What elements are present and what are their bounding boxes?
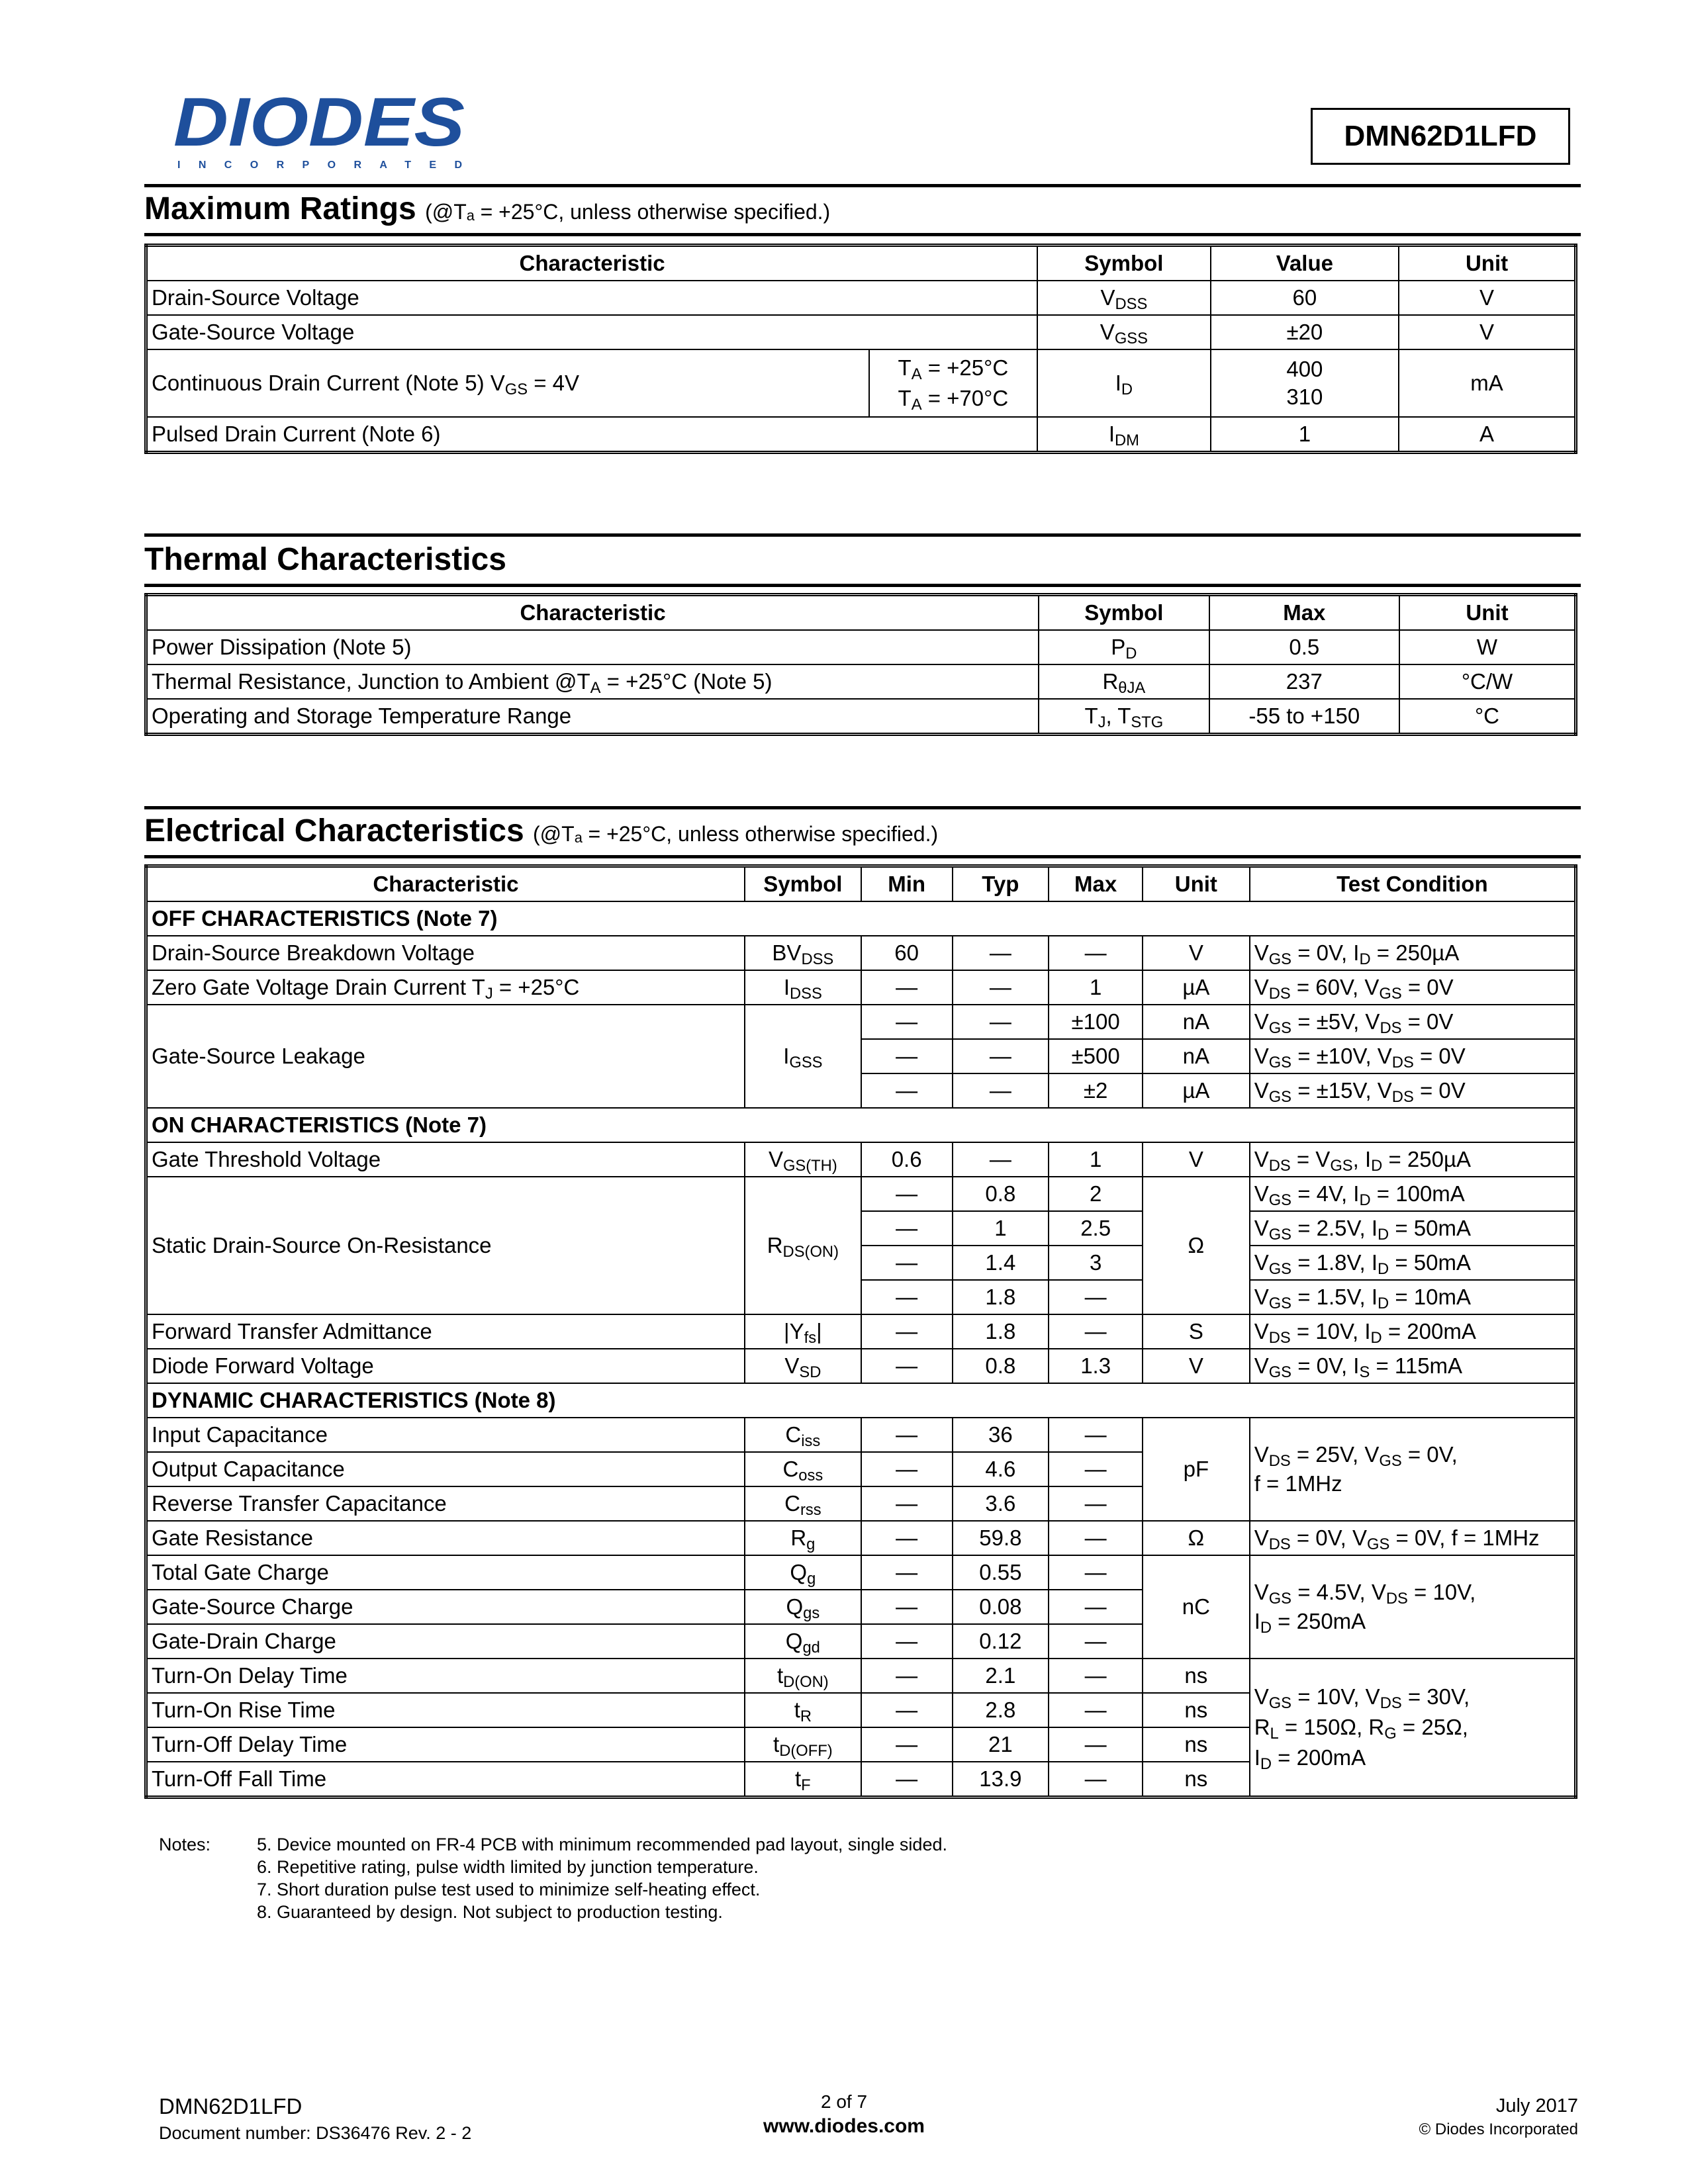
condition-cell: $T_A = +25^\circ C$ $T_A = +70^\circ C$	[869, 349, 1038, 417]
typ-cell: —	[953, 936, 1049, 970]
symbol-cell: $t_R$	[745, 1693, 861, 1727]
logo-subtext: INCORPORATED	[177, 159, 462, 171]
unit-cell: V	[1143, 936, 1250, 970]
char-cell: Gate-Drain Charge	[146, 1624, 745, 1659]
max-cell: 3	[1049, 1246, 1143, 1280]
table-row	[146, 1418, 1576, 1452]
test-cond-cell: $V_{GS} = 0V$, $I_S = 115mA$	[1250, 1349, 1576, 1383]
electrical-condition: (@Tₐ = +25°C, unless otherwise specified.)	[533, 822, 939, 846]
max-ratings-table	[144, 244, 1577, 454]
footer-website-link[interactable]: www.diodes.com	[763, 2115, 925, 2137]
typ-cell: 1.8	[953, 1280, 1049, 1314]
note-item: 5. Device mounted on FR-4 PCB with minimum recommended pad layout, single sided.	[257, 1835, 947, 1854]
thermal-title: Thermal Characteristics	[144, 542, 506, 577]
typ-cell: 0.8	[953, 1349, 1049, 1383]
note-item: 7. Short duration pulse test used to minimize self-heating effect.	[257, 1880, 761, 1899]
typ-cell: 0.8	[953, 1177, 1049, 1211]
max-cell: ±500	[1049, 1039, 1143, 1073]
min-cell: —	[861, 1246, 953, 1280]
symbol-cell: $Q_{gd}$	[745, 1624, 861, 1659]
min-cell: —	[861, 1727, 953, 1762]
test-cond-cell: $V_{GS} = 4.5V$, $V_{DS} = 10V$, $I_D = 250mA$	[1250, 1555, 1576, 1659]
notes-label: Notes:	[159, 1835, 211, 1854]
min-cell: —	[861, 1555, 953, 1590]
max-cell: ±2	[1049, 1073, 1143, 1108]
min-cell: 0.6	[861, 1142, 953, 1177]
col-header: Characteristic	[146, 246, 1038, 281]
max-cell: —	[1049, 1762, 1143, 1797]
char-cell: Forward Transfer Admittance	[146, 1314, 745, 1349]
max-cell: —	[1049, 1280, 1143, 1314]
char-cell: Total Gate Charge	[146, 1555, 745, 1590]
unit-cell: V	[1399, 281, 1575, 315]
min-cell: —	[861, 1659, 953, 1693]
value-cell: 1	[1211, 417, 1399, 453]
char-cell: Gate-Source Leakage	[146, 1005, 745, 1108]
unit-cell: V	[1143, 1349, 1250, 1383]
note-item: 6. Repetitive rating, pulse width limited by junction temperature.	[257, 1857, 759, 1877]
table-row	[146, 630, 1576, 664]
min-cell: —	[861, 1005, 953, 1039]
typ-cell: 2.8	[953, 1693, 1049, 1727]
test-cond-cell: $V_{GS} = \pm 15V$, $V_{DS} = 0V$	[1250, 1073, 1576, 1108]
footer-date: July 2017	[1495, 2095, 1578, 2116]
value-cell: 0.5	[1209, 630, 1399, 664]
table-row	[146, 664, 1576, 699]
logo-wordmark: DIODES	[173, 91, 465, 161]
max-cell: ±100	[1049, 1005, 1143, 1039]
table-row	[146, 936, 1576, 970]
symbol-cell: $BV_{DSS}$	[745, 936, 861, 970]
max-cell: —	[1049, 1418, 1143, 1452]
table-header-row	[146, 866, 1576, 902]
col-header: Characteristic	[146, 595, 1039, 631]
col-header: Symbol	[1037, 246, 1211, 281]
char-cell: Drain-Source Voltage	[146, 281, 1038, 315]
note-item: 8. Guaranteed by design. Not subject to production testing.	[257, 1902, 723, 1922]
table-row	[146, 315, 1576, 349]
footer-docnum: Document number: DS36476 Rev. 2 - 2	[159, 2123, 472, 2143]
table-row	[146, 1555, 1576, 1590]
max-cell: —	[1049, 1486, 1143, 1521]
group-label: OFF CHARACTERISTICS (Note 7)	[146, 901, 1576, 936]
typ-cell: 0.55	[953, 1555, 1049, 1590]
table-row	[146, 1314, 1576, 1349]
section-rule	[144, 233, 1581, 236]
unit-cell: °C/W	[1399, 664, 1575, 699]
typ-cell: 2.1	[953, 1659, 1049, 1693]
symbol-cell: $T_J$, $T_{STG}$	[1039, 699, 1209, 735]
unit-cell: µA	[1143, 1073, 1250, 1108]
col-header: Characteristic	[146, 866, 745, 902]
typ-cell: —	[953, 1039, 1049, 1073]
unit-cell: S	[1143, 1314, 1250, 1349]
table-row	[146, 970, 1576, 1005]
group-row	[146, 901, 1576, 936]
char-cell: Thermal Resistance, Junction to Ambient $@T_A = +25^\circ C$ (Note 5)	[146, 664, 1039, 699]
symbol-cell: $V_{GS(TH)}$	[745, 1142, 861, 1177]
unit-cell: pF	[1143, 1418, 1250, 1521]
max-cell: —	[1049, 1693, 1143, 1727]
min-cell: —	[861, 1693, 953, 1727]
typ-cell: 13.9	[953, 1762, 1049, 1797]
group-row	[146, 1383, 1576, 1418]
max-ratings-condition: (@Tₐ = +25°C, unless otherwise specified.)	[425, 200, 831, 224]
char-cell: Gate Resistance	[146, 1521, 745, 1555]
max-ratings-heading: Maximum Ratings	[144, 191, 416, 226]
symbol-cell: $I_{DSS}$	[745, 970, 861, 1005]
test-cond-cell: $V_{GS} = 1.8V$, $I_D = 50mA$	[1250, 1246, 1576, 1280]
table-row	[146, 417, 1576, 453]
col-header: Typ	[953, 866, 1049, 902]
typ-cell: 4.6	[953, 1452, 1049, 1486]
unit-cell: ns	[1143, 1693, 1250, 1727]
max-cell: —	[1049, 1555, 1143, 1590]
notes-list	[257, 1833, 947, 1923]
typ-cell: —	[953, 1073, 1049, 1108]
col-header: Test Condition	[1250, 866, 1576, 902]
unit-cell: V	[1143, 1142, 1250, 1177]
col-header: Max	[1049, 866, 1143, 902]
min-cell: —	[861, 1314, 953, 1349]
unit-cell: V	[1399, 315, 1575, 349]
symbol-cell: $R_{DS(ON)}$	[745, 1177, 861, 1314]
test-cond-cell: $V_{GS} = 0V$, $I_D = 250\mu A$	[1250, 936, 1576, 970]
electrical-heading: Electrical Characteristics	[144, 813, 524, 848]
symbol-cell: $Q_{gs}$	[745, 1590, 861, 1624]
unit-cell: nA	[1143, 1039, 1250, 1073]
unit-cell: ns	[1143, 1727, 1250, 1762]
test-cond-cell: $V_{GS} = \pm 10V$, $V_{DS} = 0V$	[1250, 1039, 1576, 1073]
section-rule	[144, 806, 1581, 809]
min-cell: —	[861, 1280, 953, 1314]
min-cell: —	[861, 1349, 953, 1383]
symbol-cell: $V_{DSS}$	[1037, 281, 1211, 315]
min-cell: —	[861, 970, 953, 1005]
max-cell: —	[1049, 936, 1143, 970]
table-header-row	[146, 246, 1576, 281]
typ-cell: 36	[953, 1418, 1049, 1452]
char-cell: Operating and Storage Temperature Range	[146, 699, 1039, 735]
test-cond-cell: $V_{DS} = V_{GS}$, $I_D = 250\mu A$	[1250, 1142, 1576, 1177]
max-cell: —	[1049, 1624, 1143, 1659]
group-label: ON CHARACTERISTICS (Note 7)	[146, 1108, 1576, 1142]
typ-cell: 0.08	[953, 1590, 1049, 1624]
footer-copyright: © Diodes Incorporated	[1419, 2120, 1578, 2138]
max-cell: —	[1049, 1521, 1143, 1555]
char-cell: Output Capacitance	[146, 1452, 745, 1486]
min-cell: —	[861, 1211, 953, 1246]
unit-cell: °C	[1399, 699, 1575, 735]
symbol-cell: $V_{SD}$	[745, 1349, 861, 1383]
typ-cell: 21	[953, 1727, 1049, 1762]
char-cell: Gate-Source Voltage	[146, 315, 1038, 349]
min-cell: —	[861, 1590, 953, 1624]
col-header: Value	[1211, 246, 1399, 281]
max-cell: 1	[1049, 1142, 1143, 1177]
min-cell: —	[861, 1177, 953, 1211]
char-cell: Pulsed Drain Current (Note 6)	[146, 417, 1038, 453]
table-row	[146, 1349, 1576, 1383]
col-header: Symbol	[745, 866, 861, 902]
symbol-cell: $P_D$	[1039, 630, 1209, 664]
max-cell: —	[1049, 1590, 1143, 1624]
typ-cell: —	[953, 970, 1049, 1005]
section-rule	[144, 533, 1581, 537]
table-row	[146, 1659, 1576, 1693]
table-header-row	[146, 595, 1576, 631]
max-cell: 1.3	[1049, 1349, 1143, 1383]
char-cell: Input Capacitance	[146, 1418, 745, 1452]
test-cond-cell: $V_{GS} = 1.5V$, $I_D = 10mA$	[1250, 1280, 1576, 1314]
max-cell: —	[1049, 1314, 1143, 1349]
max-cell: 2	[1049, 1177, 1143, 1211]
symbol-cell: $I_D$	[1037, 349, 1211, 417]
thermal-table	[144, 593, 1577, 736]
symbol-cell: $C_{rss}$	[745, 1486, 861, 1521]
group-label: DYNAMIC CHARACTERISTICS (Note 8)	[146, 1383, 1576, 1418]
max-ratings-title	[144, 191, 830, 227]
col-header: Unit	[1399, 595, 1575, 631]
table-row	[146, 281, 1576, 315]
char-cell: Power Dissipation (Note 5)	[146, 630, 1039, 664]
section-rule	[144, 184, 1581, 187]
unit-cell: Ω	[1143, 1521, 1250, 1555]
typ-cell: —	[953, 1142, 1049, 1177]
min-cell: —	[861, 1521, 953, 1555]
unit-cell: W	[1399, 630, 1575, 664]
table-row	[146, 699, 1576, 735]
max-cell: —	[1049, 1659, 1143, 1693]
symbol-cell: $t_{D(ON)}$	[745, 1659, 861, 1693]
col-header: Unit	[1399, 246, 1575, 281]
test-cond-cell: $V_{GS} = 2.5V$, $I_D = 50mA$	[1250, 1211, 1576, 1246]
char-cell: Drain-Source Breakdown Voltage	[146, 936, 745, 970]
symbol-cell: $C_{iss}$	[745, 1418, 861, 1452]
table-row	[146, 1177, 1576, 1211]
table-row	[146, 1005, 1576, 1039]
char-cell: Turn-On Delay Time	[146, 1659, 745, 1693]
section-rule	[144, 855, 1581, 858]
min-cell: —	[861, 1039, 953, 1073]
typ-cell: 1	[953, 1211, 1049, 1246]
min-cell: 60	[861, 936, 953, 970]
symbol-cell: $R_{\theta JA}$	[1039, 664, 1209, 699]
char-cell: Turn-Off Fall Time	[146, 1762, 745, 1797]
test-cond-cell: $V_{DS} = 25V$, $V_{GS} = 0V$, f = 1MHz	[1250, 1418, 1576, 1521]
symbol-cell: $R_g$	[745, 1521, 861, 1555]
test-cond-cell: $V_{GS} = \pm 5V$, $V_{DS} = 0V$	[1250, 1005, 1576, 1039]
typ-cell: —	[953, 1005, 1049, 1039]
unit-cell: A	[1399, 417, 1575, 453]
min-cell: —	[861, 1418, 953, 1452]
unit-cell: Ω	[1143, 1177, 1250, 1314]
unit-cell: nC	[1143, 1555, 1250, 1659]
min-cell: —	[861, 1452, 953, 1486]
test-cond-cell: $V_{DS} = 10V$, $I_D = 200mA$	[1250, 1314, 1576, 1349]
max-cell: —	[1049, 1727, 1143, 1762]
char-cell: Gate Threshold Voltage	[146, 1142, 745, 1177]
symbol-cell: $V_{GSS}$	[1037, 315, 1211, 349]
footer-page: 2 of 7	[820, 2091, 868, 2112]
symbol-cell: $I_{DM}$	[1037, 417, 1211, 453]
typ-cell: 1.8	[953, 1314, 1049, 1349]
char-cell: Diode Forward Voltage	[146, 1349, 745, 1383]
value-cell: 400 310	[1211, 349, 1399, 417]
section-rule	[144, 584, 1581, 587]
unit-cell: mA	[1399, 349, 1575, 417]
diodes-logo-graphic	[172, 91, 477, 171]
electrical-title	[144, 813, 938, 849]
test-cond-cell: $V_{GS} = 4V$, $I_D = 100mA$	[1250, 1177, 1576, 1211]
symbol-cell: $I_{GSS}$	[745, 1005, 861, 1108]
min-cell: —	[861, 1073, 953, 1108]
typ-cell: 59.8	[953, 1521, 1049, 1555]
char-cell: Gate-Source Charge	[146, 1590, 745, 1624]
col-header: Min	[861, 866, 953, 902]
symbol-cell: $|Y_{fs}|$	[745, 1314, 861, 1349]
unit-cell: ns	[1143, 1762, 1250, 1797]
min-cell: —	[861, 1624, 953, 1659]
symbol-cell: $t_{D(OFF)}$	[745, 1727, 861, 1762]
min-cell: —	[861, 1486, 953, 1521]
value-cell: 237	[1209, 664, 1399, 699]
char-cell: Turn-Off Delay Time	[146, 1727, 745, 1762]
char-cell: Reverse Transfer Capacitance	[146, 1486, 745, 1521]
table-row	[146, 349, 1576, 417]
col-header: Symbol	[1039, 595, 1209, 631]
symbol-cell: $C_{oss}$	[745, 1452, 861, 1486]
table-row	[146, 1142, 1576, 1177]
part-number-box: DMN62D1LFD	[1311, 108, 1570, 165]
test-cond-cell: $V_{GS} = 10V$, $V_{DS} = 30V$, $R_L = 150\Omega$, $R_G = 25\Omega$, $I_D = 200mA$	[1250, 1659, 1576, 1797]
unit-cell: µA	[1143, 970, 1250, 1005]
typ-cell: 3.6	[953, 1486, 1049, 1521]
col-header: Max	[1209, 595, 1399, 631]
value-cell: -55 to +150	[1209, 699, 1399, 735]
max-cell: 1	[1049, 970, 1143, 1005]
max-cell: 2.5	[1049, 1211, 1143, 1246]
char-cell: Turn-On Rise Time	[146, 1693, 745, 1727]
group-row	[146, 1108, 1576, 1142]
value-cell: 60	[1211, 281, 1399, 315]
col-header: Unit	[1143, 866, 1250, 902]
typ-cell: 1.4	[953, 1246, 1049, 1280]
typ-cell: 0.12	[953, 1624, 1049, 1659]
symbol-cell: $Q_g$	[745, 1555, 861, 1590]
footer-part: DMN62D1LFD	[159, 2094, 303, 2118]
unit-cell: ns	[1143, 1659, 1250, 1693]
unit-cell: nA	[1143, 1005, 1250, 1039]
test-cond-cell: $V_{DS} = 60V$, $V_{GS} = 0V$	[1250, 970, 1576, 1005]
char-cell: Static Drain-Source On-Resistance	[146, 1177, 745, 1314]
diodes-logo	[172, 91, 477, 171]
test-cond-cell: $V_{DS} = 0V$, $V_{GS} = 0V$, f = 1MHz	[1250, 1521, 1576, 1555]
min-cell: —	[861, 1762, 953, 1797]
max-cell: —	[1049, 1452, 1143, 1486]
char-cell: Zero Gate Voltage Drain Current $T_J = +25^\circ C$	[146, 970, 745, 1005]
symbol-cell: $t_F$	[745, 1762, 861, 1797]
table-row	[146, 1521, 1576, 1555]
electrical-table	[144, 864, 1577, 1799]
value-cell: ±20	[1211, 315, 1399, 349]
char-cell: Continuous Drain Current (Note 5) $V_{GS} = 4V$	[146, 349, 869, 417]
